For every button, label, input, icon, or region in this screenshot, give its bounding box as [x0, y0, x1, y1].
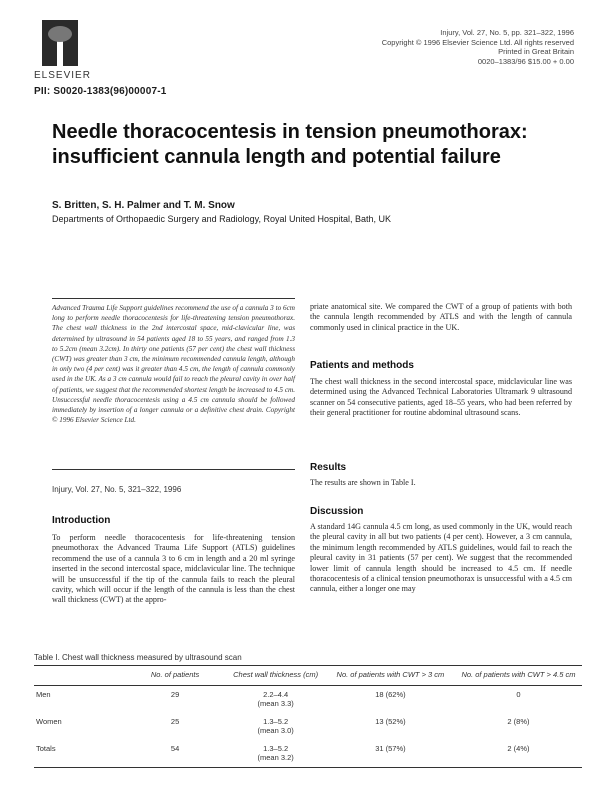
- table-header-row: [34, 666, 582, 686]
- row-label: Men: [36, 690, 51, 699]
- introduction-continuation: priate anatomical site. We compared the CWT of a group of patients with both the cannula length recommended by ATLS and with the length of cannula commonly used in clinical practice in the UK.: [310, 302, 572, 332]
- journal-masthead: [374, 28, 574, 66]
- row-label: Women: [36, 717, 62, 726]
- results-text: The results are shown in Table I.: [310, 478, 416, 487]
- cwt-range: 1.3–5.2: [263, 717, 289, 726]
- cwt-cell: [225, 686, 326, 714]
- row-label: Totals: [34, 740, 125, 768]
- gt3-cell: 31 (57%): [326, 740, 455, 768]
- masthead-line: 0020–1383/96 $15.00 + 0.00: [477, 56, 574, 66]
- patients-methods-text: The chest wall thickness in the second intercostal space, midclavicular line was determined using the Advanced Technical Laboratories Ultramark 9 ultrasound scanner on 54 consecutive patients, aged 18–55 years, who had been referred by their general practitioner for routine abdominal ultrasound scans.: [310, 377, 572, 418]
- masthead-line: Copyright © 1996 Elsevier Science Ltd. All rights reserved: [381, 37, 574, 47]
- gt45-cell: 2 (8%): [507, 717, 530, 726]
- cwt-mean: (mean 3.3): [257, 699, 294, 708]
- citation-line: Injury, Vol. 27, No. 5, 321–322, 1996: [52, 485, 182, 494]
- cwt-cell: [225, 740, 326, 768]
- introduction-heading: Introduction: [52, 515, 111, 526]
- cwt-range: 1.3–5.2: [263, 744, 289, 753]
- publisher-logo: [34, 20, 98, 82]
- gt3-cell: 13 (52%): [375, 717, 406, 726]
- cwt-mean: (mean 3.2): [257, 753, 294, 762]
- chest-wall-table: [34, 665, 582, 768]
- introduction-text: To perform needle thoracocentesis for life-threatening tension pneumothorax the Advanced Trauma Life Support (ATLS) guidelines recommend the use of a cannula 3 to 6 cm in length and a 20 ml syringe inserted in the second intercostal space, midclavicular line. The technique will be unsuccessful if the tip of the cannula fails to reach the pleural cavity, which will occur if the length of the cannula is less than the chest wall thickness (CWT) at the appro-: [52, 533, 295, 605]
- patients-cell: 29: [170, 690, 180, 699]
- pii-identifier: PII: S0020-1383(96)00007-1: [34, 86, 167, 97]
- abstract-text: Advanced Trauma Life Support guidelines recommend the use of a cannula 3 to 6cm long to perform needle thoracocentesis for life-threatening tension pneumothorax. The chest wall thickness in the 2nd intercostal space, mid-clavicular line, was determined by ultrasound in 54 patients aged 18 to 55 years, and ranged from 1.3 to 5.2cm (mean 3.2cm). In thirty one patients (57 per cent) the chest wall thickness (CWT) was greater than 3 cm, the minimum recommended cannula length, although in only two (4 per cent) was it greater than 4.5 cm, the length of cannula commonly used in the UK. As a 3 cm cannula would fail to reach the pleural cavity in over half of patients, we suggest that the recommended shortest length be increased to 4.5 cm. Unsuccessful needle thoracocentesis using a 4.5 cm cannula should be followed immediately by insertion of a longer cannula or a definitive chest drain. Copyright © 1996 Elsevier Science Ltd.: [52, 304, 296, 425]
- table-row: [34, 686, 582, 714]
- table-header-cell: No. of patients with CWT > 4.5 cm: [455, 666, 582, 686]
- authors: S. Britten, S. H. Palmer and T. M. Snow: [52, 200, 235, 211]
- cwt-range: 2.2–4.4: [263, 690, 289, 699]
- results-heading: Results: [310, 462, 347, 473]
- cwt-cell: [225, 713, 326, 740]
- masthead-line: Injury, Vol. 27, No. 5, pp. 321–322, 1996: [440, 28, 574, 37]
- table-header-cell: No. of patients: [125, 666, 225, 686]
- table-header-cell: No. of patients with CWT > 3 cm: [326, 666, 455, 686]
- table-header-cell: [34, 666, 125, 686]
- article-title: Needle thoracocentesis in tension pneumothorax: insufficient cannula length and potential failure: [52, 121, 528, 168]
- table-row: [34, 713, 582, 740]
- abstract: [52, 298, 295, 470]
- masthead-line: Printed in Great Britain: [498, 47, 574, 56]
- discussion-heading: Discussion: [310, 506, 364, 517]
- cwt-mean: (mean 3.0): [257, 726, 294, 735]
- affiliation: Departments of Orthopaedic Surgery and Radiology, Royal United Hospital, Bath, UK: [52, 214, 392, 224]
- discussion-text: A standard 14G cannula 4.5 cm long, as used commonly in the UK, would reach the pleural cavity in all but two patients (4 per cent). However, a 3 cm cannula, the minimum length recommended by ATLS guidelines, would fail to reach the pleural cavity in 31 patients (57 per cent). We suggest that the recommended lower limit of cannula length should be increased to 4.5 cm. If needle thoracocentesis of a clinical tension pneumothorax is unsuccessful with a 4.5 cm cannula, either a longer one may: [310, 522, 572, 594]
- patients-methods-heading: Patients and methods: [310, 360, 414, 371]
- table-header-cell: Chest wall thickness (cm): [225, 666, 326, 686]
- elsevier-tree-icon: [42, 20, 78, 66]
- patients-cell: 54: [125, 740, 225, 768]
- table-row: [34, 740, 582, 768]
- publisher-logo-text: ELSEVIER: [34, 70, 91, 81]
- gt45-cell: 2 (4%): [455, 740, 582, 768]
- table-caption: Table I. Chest wall thickness measured by ultrasound scan: [34, 653, 242, 662]
- patients-cell: 25: [170, 717, 180, 726]
- gt3-cell: 18 (62%): [375, 690, 406, 699]
- gt45-cell: 0: [516, 690, 521, 699]
